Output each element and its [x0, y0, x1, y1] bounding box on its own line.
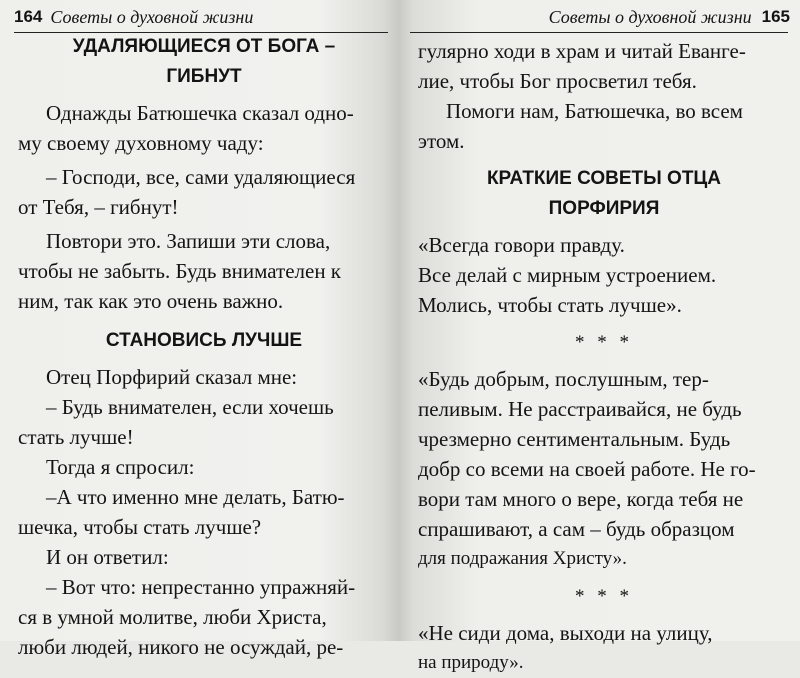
right-header-rule — [410, 32, 788, 33]
section-heading: СТАНОВИСЬ ЛУЧШЕ — [105, 330, 303, 351]
right-running-header — [549, 2, 790, 32]
right-text-block — [418, 36, 790, 678]
heading-line: ПОРФИРИЯ — [548, 198, 660, 219]
text-line: от Тебя, – гибнут! — [18, 195, 179, 219]
heading-line: КРАТКИЕ СОВЕТЫ ОТЦА — [486, 168, 722, 189]
text-line: спрашивают, а сам – будь образцом — [418, 517, 735, 541]
text-line: на природу». — [418, 652, 524, 673]
left-page-number: 164 — [14, 7, 43, 26]
text-line: – Господи, все, сами удаляющиеся — [46, 165, 356, 189]
text-line: Отец Порфирий сказал мне: — [46, 365, 298, 389]
text-line: для подражания Христу». — [418, 548, 627, 569]
text-line: лие, чтобы Бог просветил тебя. — [418, 69, 697, 93]
text-line: Однажды Батюшечка сказал одно- — [46, 101, 354, 125]
text-line: Молись, чтобы стать лучше». — [418, 293, 682, 317]
text-line: Все делай с мирным устроением. — [418, 263, 717, 287]
text-line: гулярно ходи в храм и читай Еванге- — [418, 39, 746, 63]
text-line: люби людей, никого не осуждай, ре- — [18, 635, 344, 659]
section-separator: * * * — [575, 586, 633, 607]
text-line: стать лучше! — [18, 425, 134, 449]
left-page — [0, 0, 398, 659]
text-line: вори там много о вере, когда тебя не — [418, 487, 744, 511]
text-line: ся в умной молитве, люби Христа, — [18, 605, 327, 629]
text-line: му своему духовному чаду: — [18, 131, 264, 155]
left-header-title: Советы о духовной жизни — [50, 6, 254, 27]
text-line: – Вот что: непрестанно упражняй- — [46, 575, 356, 599]
text-line: Тогда я спросил: — [46, 455, 195, 479]
text-line: чтобы не забыть. Будь внимателен к — [18, 259, 342, 283]
text-line: добр со всеми на своей работе. Не го- — [418, 457, 756, 481]
text-line: Помоги нам, Батюшечка, во всем — [446, 99, 743, 123]
text-line: ним, так как это очень важно. — [18, 289, 284, 313]
heading-line: ГИБНУТ — [166, 66, 242, 87]
left-text-block — [18, 32, 390, 662]
text-line: пеливым. Не расстраивайся, не будь — [418, 397, 742, 421]
text-line: –А что именно мне делать, Батю- — [46, 485, 345, 509]
text-line: этом. — [418, 129, 465, 153]
text-line: «Всегда говори правду. — [418, 233, 625, 257]
text-line: «Не сиди дома, выходи на улицу, — [418, 621, 713, 645]
section-separator: * * * — [575, 332, 633, 353]
right-page-number: 165 — [761, 7, 790, 26]
text-line: шечка, чтобы стать лучше? — [18, 515, 262, 539]
left-running-header — [14, 2, 253, 32]
text-line: чрезмерно сентиментальным. Будь — [418, 427, 731, 451]
text-line: И он ответил: — [46, 545, 169, 569]
heading-line: УДАЛЯЮЩИЕСЯ ОТ БОГА – — [72, 36, 336, 57]
text-line: Повтори это. Запиши эти слова, — [46, 229, 331, 253]
right-header-title: Советы о духовной жизни — [548, 6, 752, 27]
text-line: – Будь внимателен, если хочешь — [46, 395, 334, 419]
text-line: «Будь добрым, послушным, тер- — [418, 367, 709, 391]
right-page — [398, 0, 800, 673]
